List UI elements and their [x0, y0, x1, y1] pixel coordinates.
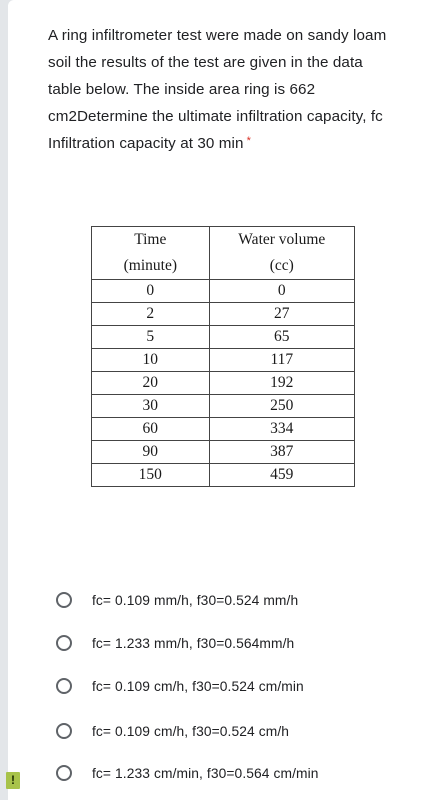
header-time-line2: (minute): [123, 257, 177, 274]
option-1[interactable]: [56, 592, 298, 608]
cell-time: 0: [92, 280, 210, 303]
cell-water: 250: [209, 395, 354, 418]
table-row: [92, 464, 355, 487]
question-title: [48, 22, 398, 157]
cell-water: 0: [209, 280, 354, 303]
required-asterisk: *: [246, 135, 251, 147]
cell-water: 334: [209, 418, 354, 441]
radio-button[interactable]: [56, 723, 72, 739]
table-row: [92, 395, 355, 418]
cell-water: 117: [209, 349, 354, 372]
radio-button[interactable]: [56, 592, 72, 608]
header-water-line2: (cc): [269, 257, 294, 274]
cell-time: 60: [92, 418, 210, 441]
option-label: fc= 1.233 mm/h, f30=0.564mm/h: [92, 635, 295, 651]
option-2[interactable]: [56, 635, 294, 651]
table-header-row: [92, 227, 355, 280]
cell-water: 459: [209, 464, 354, 487]
option-label: fc= 1.233 cm/min, f30=0.564 cm/min: [92, 765, 319, 781]
cell-time: 30: [92, 395, 210, 418]
cell-time: 20: [92, 372, 210, 395]
cell-time: 150: [92, 464, 210, 487]
cell-time: 10: [92, 349, 210, 372]
option-label: fc= 0.109 mm/h, f30=0.524 mm/h: [92, 592, 299, 608]
radio-button[interactable]: [56, 635, 72, 651]
table-row: [92, 303, 355, 326]
cell-water: 27: [209, 303, 354, 326]
data-table-image: [91, 226, 355, 553]
radio-button[interactable]: [56, 765, 72, 781]
header-water-volume: [209, 227, 354, 280]
data-table: [91, 226, 355, 487]
option-3[interactable]: [56, 678, 304, 694]
table-row: [92, 349, 355, 372]
cell-water: 65: [209, 326, 354, 349]
option-4[interactable]: [56, 723, 289, 739]
cell-water: 192: [209, 372, 354, 395]
question-card: [8, 0, 435, 800]
exclamation-icon: !: [6, 772, 20, 789]
option-5[interactable]: [56, 765, 319, 781]
table-row: [92, 441, 355, 464]
radio-button[interactable]: [56, 678, 72, 694]
table-row: [92, 280, 355, 303]
table-row: [92, 418, 355, 441]
cell-time: 5: [92, 326, 210, 349]
header-time: [92, 227, 210, 280]
cell-time: 90: [92, 441, 210, 464]
question-text: A ring infiltrometer test were made on sandy loam soil the results of the test are given in the data table below. The inside area ring is 662 cm2Determine the ultimate infiltration capacity, fc Infiltration capacity at 30 min: [48, 27, 387, 152]
cell-water: 387: [209, 441, 354, 464]
header-time-line1: Time: [134, 231, 167, 248]
cell-time: 2: [92, 303, 210, 326]
option-label: fc= 0.109 cm/h, f30=0.524 cm/h: [92, 723, 290, 739]
table-row: [92, 372, 355, 395]
table-row: [92, 326, 355, 349]
header-water-line1: Water volume: [238, 231, 326, 248]
option-label: fc= 0.109 cm/h, f30=0.524 cm/min: [92, 678, 304, 694]
